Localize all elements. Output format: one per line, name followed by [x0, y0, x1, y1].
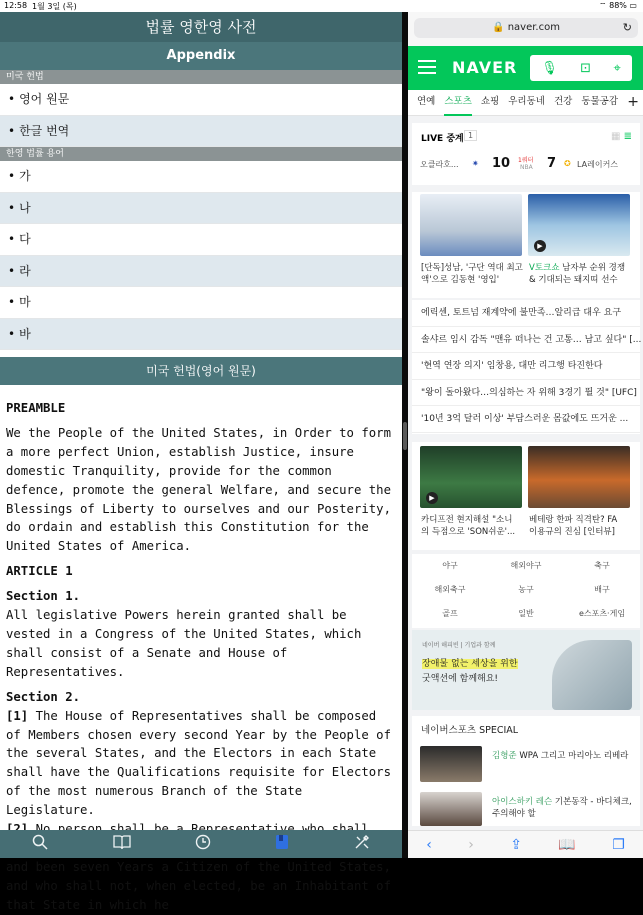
team2-score: 7: [547, 156, 557, 171]
game-league: NBA: [520, 164, 533, 171]
list-item-label: 라: [19, 263, 31, 278]
sport-link[interactable]: 해외축구: [434, 585, 466, 594]
news-caption[interactable]: [421, 262, 525, 286]
bullet: •: [8, 92, 16, 106]
split-view-handle[interactable]: [403, 422, 407, 450]
team1-score: 10: [492, 156, 511, 171]
app-title: 법률 영한영 사전: [0, 12, 402, 42]
live-card: [412, 123, 640, 185]
content-header: 미국 헌법(영어 원문): [0, 357, 402, 385]
team1-logo-icon: ✷: [472, 159, 479, 168]
naver-header: [408, 46, 643, 90]
special-tag: 아이스하키 레슨: [492, 797, 553, 807]
list-item-ga[interactable]: [0, 161, 402, 193]
share-icon[interactable]: ⇪: [510, 836, 522, 853]
bullet: •: [8, 263, 16, 278]
ad-line1: [422, 656, 518, 669]
news-photo[interactable]: [420, 194, 522, 256]
list-item-ra[interactable]: [0, 256, 402, 288]
tab-sports[interactable]: 스포츠: [444, 90, 472, 116]
address-field[interactable]: [414, 18, 638, 38]
video-photo[interactable]: [528, 194, 630, 256]
url-text: naver.com: [507, 22, 560, 33]
clock-icon[interactable]: [195, 834, 211, 854]
bullet: •: [8, 326, 16, 341]
app-tab-bar: [0, 830, 402, 858]
status-bar: [0, 0, 643, 12]
bookmarks-icon[interactable]: 📖: [558, 836, 576, 853]
caption-line: 의 득점으로 'SON쉬운'...: [421, 527, 516, 537]
video-caption[interactable]: [529, 262, 639, 286]
caption-line: 액'으로 김동현 '영입': [421, 275, 500, 285]
bullet: •: [8, 123, 16, 138]
preamble-text: We the People of the United States, in Order to form a more perfect Union, establish Justice, insure domestic Tranquility, provide for the common defence, promote the general Welfare, and secure the Blessings of Liberty to ourselves and our Posterity, do ordain and establish this Constitution for the United States of America.: [6, 425, 391, 554]
section1-heading: Section 1.: [6, 589, 81, 604]
headline-item[interactable]: '현역 연장 의지' 임창용, 대만 리그행 타진한다: [412, 353, 640, 380]
list-item-na[interactable]: [0, 193, 402, 225]
section-header-constitution: 미국 헌법: [0, 70, 402, 84]
book-icon[interactable]: [113, 834, 131, 854]
list-item-da[interactable]: [0, 224, 402, 256]
video-photo[interactable]: [420, 446, 522, 508]
search-box[interactable]: [530, 55, 632, 81]
play-icon: ▶: [426, 492, 438, 504]
search-icon[interactable]: [32, 834, 48, 854]
status-time: 12:58: [4, 1, 28, 10]
menu-icon[interactable]: [418, 60, 436, 74]
special-item[interactable]: [492, 796, 632, 820]
list-item-ba[interactable]: [0, 319, 402, 351]
camera-search-icon[interactable]: ⊡: [580, 60, 592, 76]
caption-line: 남자부 순위 경쟁: [559, 263, 626, 273]
ad-image: [552, 640, 632, 710]
microphone-icon[interactable]: 🎙: [541, 60, 558, 76]
section2-heading: Section 2.: [6, 689, 81, 704]
sport-link[interactable]: 일반: [518, 609, 534, 618]
sport-link[interactable]: 해외야구: [510, 561, 542, 570]
list-item-label: 다: [19, 232, 31, 246]
ad-sponsor: 네이버 해피빈 | 기업과 함께: [422, 642, 496, 649]
special-text: 기본동작 - 바디체크, 주의해야 할: [492, 797, 632, 819]
live-count: 1: [464, 130, 477, 141]
tab-neighborhood[interactable]: 우리동네: [508, 96, 545, 107]
section-header-legal-terms: 한영 법률 용어: [0, 147, 402, 161]
tab-shopping[interactable]: 쇼핑: [480, 96, 500, 107]
team2-logo-icon: ✪: [564, 159, 571, 168]
list-item-ma[interactable]: [0, 287, 402, 319]
location-icon[interactable]: ⌖: [613, 60, 621, 76]
ad-banner[interactable]: [412, 630, 640, 710]
appendix-header: Appendix: [0, 42, 402, 70]
list-item-label: 바: [19, 326, 31, 341]
caption-line: 베테랑 한파 직격탄? FA: [529, 515, 618, 525]
caption-line: [단독]성남, '구단 역대 최고: [421, 263, 523, 273]
team1-name: 오클라호...: [420, 160, 459, 169]
bullet: •: [8, 232, 16, 246]
ad-line2: 굿액션에 함께해요!: [422, 674, 499, 684]
tab-animals[interactable]: 동물공감: [581, 96, 619, 107]
add-tab-icon[interactable]: +: [623, 90, 639, 114]
sport-link[interactable]: 골프: [442, 609, 458, 618]
sports-category-grid: [412, 554, 640, 628]
list-item-korean-translation[interactable]: [0, 116, 402, 148]
headline-list: [412, 300, 640, 434]
clause-text: The House of Representatives shall be composed of Members chosen every second Year by the People of the several States, and the Electors in each State shall have the Qualifications requisite for Electors of the most numerous Branch of the State Legislature.: [6, 708, 391, 818]
special-title: 네이버스포츠 SPECIAL: [421, 725, 519, 736]
dictionary-app: [0, 12, 402, 912]
bullet: •: [8, 169, 16, 183]
lock-icon: 🔒: [492, 22, 505, 33]
tabs-icon[interactable]: ❐: [612, 836, 625, 853]
sport-link[interactable]: 축구: [594, 561, 610, 570]
play-icon: ▶: [534, 240, 546, 252]
browser-pane: [408, 12, 643, 858]
document-content[interactable]: [0, 385, 402, 912]
clause-text: and been seven Years a Citizen of the United States, and who shall not, when elected, be an Inhabitant of that State in which he: [6, 859, 391, 912]
tools-icon[interactable]: [354, 834, 370, 854]
special-photo[interactable]: [420, 746, 482, 782]
team2-name: LA레이커스: [577, 160, 619, 169]
article-heading: ARTICLE 1: [6, 564, 73, 579]
status-battery: ⌔ 88% ▭: [599, 1, 637, 10]
back-icon[interactable]: ‹: [426, 836, 432, 853]
news-card-1: [412, 192, 640, 298]
video-tag: V토크쇼: [529, 263, 560, 273]
news-card-2: [412, 442, 640, 550]
list-item-label: 마: [19, 295, 31, 309]
forward-icon[interactable]: ›: [468, 836, 474, 853]
bookmark-icon[interactable]: [275, 834, 289, 854]
headline-item[interactable]: "왕이 돌아왔다…의심하는 자 위해 3경기 뛸 것" [UFC]: [412, 380, 640, 407]
section1-text: All legislative Powers herein granted shall be vested in a Congress of the United States, which shall consist of a Senate and House of Representatives.: [6, 608, 362, 679]
special-photo[interactable]: [420, 792, 482, 826]
view-toggle-icon[interactable]: ▦ ≣: [610, 131, 632, 142]
special-item[interactable]: [492, 750, 632, 762]
sport-link[interactable]: e스포츠·게임: [578, 609, 626, 618]
special-text: WPA 그리고 마리아노 리베라: [516, 751, 629, 761]
sport-link[interactable]: 야구: [442, 561, 458, 570]
tab-health[interactable]: 건강: [553, 96, 573, 107]
naver-logo[interactable]: NAVER: [452, 58, 518, 77]
special-tag: 김형준: [492, 751, 517, 761]
safari-toolbar: [408, 830, 643, 858]
ad-highlight: 장애물 없는 세상을 위한: [422, 659, 518, 669]
headline-item[interactable]: '10년 3억 달러 이상' 부담스러운 몸값에도 뜨거운 ...: [412, 406, 640, 433]
headline-item[interactable]: 솔샤르 임시 감독 "맨유 떠나는 건 고통… 남고 싶다" [...: [412, 327, 640, 354]
battery-percent: 88%: [609, 1, 627, 10]
list-item-label: 가: [19, 169, 31, 183]
caption-line: 카디프전 현지해설 "소니: [421, 515, 513, 525]
live-title: LIVE 중계: [421, 134, 464, 144]
caption-line: & 기대되는 돼지띠 선수: [529, 275, 618, 285]
reload-icon[interactable]: ↻: [622, 21, 632, 34]
video-caption[interactable]: [421, 514, 525, 538]
clause-number: [1]: [6, 708, 29, 723]
preamble-heading: PREAMBLE: [6, 401, 66, 415]
list-item-english-original[interactable]: [0, 84, 402, 116]
special-card: [412, 716, 640, 826]
news-photo[interactable]: [528, 446, 630, 508]
headline-item[interactable]: 에릭센, 토트넘 재계약에 불만족…알리급 대우 요구: [412, 300, 640, 327]
list-item-label: 영어 원문: [19, 92, 70, 106]
sport-link[interactable]: 배구: [594, 585, 610, 594]
category-tabs: [408, 90, 643, 116]
tab-entertainment[interactable]: 연예: [417, 96, 436, 107]
status-date: 1월 3일 (목): [32, 2, 77, 11]
list-item-label: 나: [19, 200, 31, 215]
bullet: •: [8, 295, 16, 309]
game-status: 1쿼터: [518, 157, 534, 164]
safari-url-bar: [408, 12, 643, 46]
caption-line: 이용규의 진심 [인터뷰]: [529, 527, 615, 537]
news-caption[interactable]: [529, 514, 639, 538]
sport-link[interactable]: 농구: [518, 585, 534, 594]
list-item-label: 한글 번역: [19, 123, 70, 138]
bullet: •: [8, 200, 16, 215]
